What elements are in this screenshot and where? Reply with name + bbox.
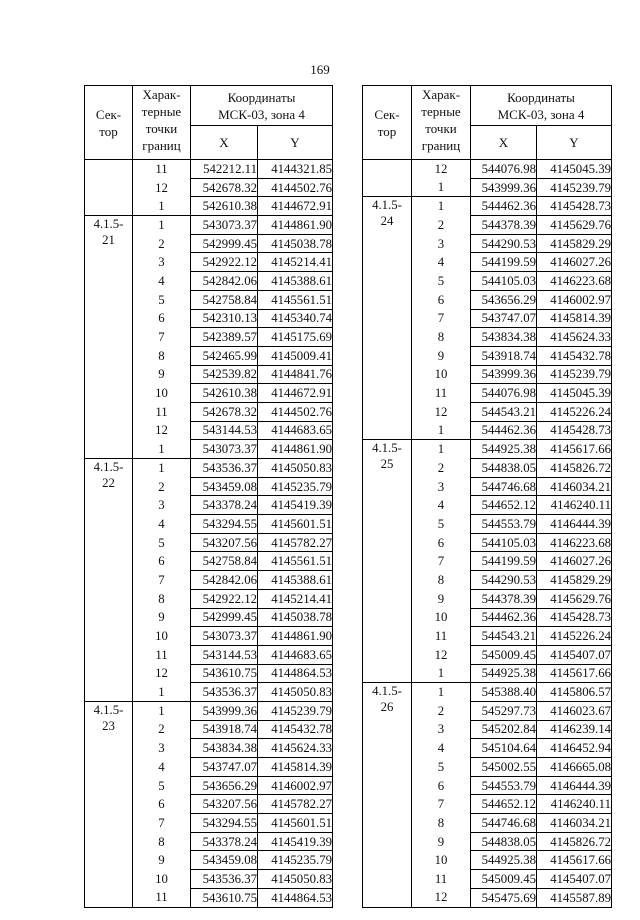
x-cell: 544652.12: [471, 496, 537, 515]
point-cell: 12: [412, 645, 471, 664]
point-cell: 5: [133, 290, 191, 309]
x-cell: 544199.59: [471, 253, 537, 272]
point-cell: 9: [133, 365, 191, 384]
y-cell: 4145050.83: [258, 683, 333, 702]
y-cell: 4146002.97: [537, 290, 612, 309]
y-cell: 4145388.61: [258, 272, 333, 291]
x-cell: 542922.12: [191, 253, 258, 272]
x-cell: 543747.07: [191, 758, 258, 777]
header-sector-label: Сек- тор: [374, 106, 400, 139]
y-cell: 4145432.78: [258, 720, 333, 739]
page-number: 169: [310, 62, 330, 77]
point-cell: 7: [133, 328, 191, 347]
y-cell: 4146223.68: [537, 533, 612, 552]
point-cell: 4: [412, 739, 471, 758]
header-x: X: [191, 126, 258, 160]
y-cell: 4146023.67: [537, 701, 612, 720]
point-cell: 2: [412, 216, 471, 235]
table-body-right: [363, 160, 612, 908]
y-cell: 4144672.91: [258, 197, 333, 216]
point-cell: 6: [412, 533, 471, 552]
y-cell: 4145601.51: [258, 814, 333, 833]
point-cell: 2: [133, 477, 191, 496]
y-cell: 4146665.08: [537, 758, 612, 777]
x-cell: 543073.37: [191, 440, 258, 459]
header-coordinates-label: Координаты МСК-03, зона 4: [218, 89, 305, 122]
point-cell: 9: [133, 608, 191, 627]
point-cell: 7: [133, 814, 191, 833]
point-cell: 1: [412, 664, 471, 683]
y-cell: 4146452.94: [537, 739, 612, 758]
x-cell: 543144.53: [191, 421, 258, 440]
point-cell: 10: [133, 870, 191, 889]
y-cell: 4145806.57: [537, 683, 612, 702]
point-cell: 1: [133, 701, 191, 720]
y-cell: 4144502.76: [258, 402, 333, 421]
point-cell: 5: [412, 272, 471, 291]
y-cell: 4145561.51: [258, 552, 333, 571]
header-points-label: Харак- терные точки границ: [421, 87, 461, 153]
point-cell: 6: [133, 309, 191, 328]
y-cell: 4145814.39: [258, 758, 333, 777]
point-cell: 5: [412, 758, 471, 777]
x-cell: 543294.55: [191, 515, 258, 534]
point-cell: 11: [133, 402, 191, 421]
header-x: X: [471, 126, 537, 160]
y-cell: 4145235.79: [258, 477, 333, 496]
table-row: [85, 701, 333, 720]
point-cell: 10: [412, 851, 471, 870]
y-cell: 4145388.61: [258, 571, 333, 590]
y-cell: 4145038.78: [258, 234, 333, 253]
x-cell: 542758.84: [191, 290, 258, 309]
y-cell: 4145617.66: [537, 851, 612, 870]
x-cell: 542610.38: [191, 197, 258, 216]
x-cell: 545475.69: [471, 888, 537, 907]
y-cell: 4145239.79: [537, 365, 612, 384]
point-cell: 5: [412, 515, 471, 534]
y-cell: 4144321.85: [258, 160, 333, 179]
point-cell: 11: [133, 160, 191, 179]
point-cell: 7: [412, 309, 471, 328]
header-y: Y: [537, 126, 612, 160]
point-cell: 3: [133, 496, 191, 515]
y-cell: 4145561.51: [258, 290, 333, 309]
point-cell: 1: [133, 459, 191, 478]
x-cell: 544378.39: [471, 216, 537, 235]
x-cell: 542758.84: [191, 552, 258, 571]
x-cell: 544543.21: [471, 627, 537, 646]
y-cell: 4145340.74: [258, 309, 333, 328]
point-cell: 12: [133, 421, 191, 440]
point-cell: 10: [412, 365, 471, 384]
y-cell: 4145009.41: [258, 346, 333, 365]
point-cell: 8: [412, 328, 471, 347]
y-cell: 4145419.39: [258, 496, 333, 515]
point-cell: 1: [412, 197, 471, 216]
point-cell: 2: [412, 459, 471, 478]
y-cell: 4145239.79: [537, 178, 612, 197]
x-cell: 543918.74: [191, 720, 258, 739]
header-points-label: Харак- терные точки границ: [141, 87, 182, 153]
y-cell: 4146240.11: [537, 795, 612, 814]
coordinates-table-right: [362, 85, 612, 908]
x-cell: 544652.12: [471, 795, 537, 814]
y-cell: 4145045.39: [537, 160, 612, 179]
x-cell: 544076.98: [471, 160, 537, 179]
point-cell: 6: [412, 776, 471, 795]
header-coordinates-label: Координаты МСК-03, зона 4: [497, 89, 585, 122]
table-row: [85, 216, 333, 235]
x-cell: 542999.45: [191, 234, 258, 253]
header-sector: [363, 86, 412, 160]
x-cell: 543747.07: [471, 309, 537, 328]
y-cell: 4144672.91: [258, 384, 333, 403]
point-cell: 9: [412, 832, 471, 851]
point-cell: 3: [412, 234, 471, 253]
y-cell: 4145601.51: [258, 515, 333, 534]
x-cell: 542842.06: [191, 272, 258, 291]
x-cell: 543999.36: [191, 701, 258, 720]
y-cell: 4146239.14: [537, 720, 612, 739]
header-sector: [85, 86, 133, 160]
y-cell: 4144683.65: [258, 645, 333, 664]
point-cell: 2: [133, 720, 191, 739]
point-cell: 4: [133, 758, 191, 777]
header-coordinates: [471, 86, 612, 126]
x-cell: 543656.29: [191, 776, 258, 795]
x-cell: 544553.79: [471, 776, 537, 795]
x-cell: 543999.36: [471, 178, 537, 197]
x-cell: 543536.37: [191, 459, 258, 478]
point-cell: 3: [133, 253, 191, 272]
x-cell: 542678.32: [191, 402, 258, 421]
x-cell: 544553.79: [471, 515, 537, 534]
y-cell: 4144861.90: [258, 440, 333, 459]
x-cell: 543207.56: [191, 795, 258, 814]
y-cell: 4145226.24: [537, 402, 612, 421]
table-row: [363, 160, 612, 179]
y-cell: 4145624.33: [537, 328, 612, 347]
sector-cell: 4.1.5- 24: [363, 197, 412, 440]
y-cell: 4144683.65: [258, 421, 333, 440]
y-cell: 4145829.29: [537, 571, 612, 590]
x-cell: 543073.37: [191, 627, 258, 646]
x-cell: 542678.32: [191, 178, 258, 197]
point-cell: 1: [133, 440, 191, 459]
point-cell: 3: [133, 739, 191, 758]
x-cell: 544462.36: [471, 608, 537, 627]
point-cell: 4: [133, 515, 191, 534]
point-cell: 9: [412, 346, 471, 365]
y-cell: 4145407.07: [537, 870, 612, 889]
point-cell: 8: [412, 814, 471, 833]
y-cell: 4145629.76: [537, 589, 612, 608]
y-cell: 4144861.90: [258, 216, 333, 235]
sector-cell: 4.1.5- 26: [363, 683, 412, 907]
point-cell: 6: [133, 795, 191, 814]
x-cell: 544838.05: [471, 459, 537, 478]
x-cell: 542465.99: [191, 346, 258, 365]
x-cell: 543834.38: [471, 328, 537, 347]
x-cell: 543610.75: [191, 664, 258, 683]
x-cell: 543073.37: [191, 216, 258, 235]
point-cell: 8: [412, 571, 471, 590]
sector-cell: 4.1.5- 25: [363, 440, 412, 683]
point-cell: 2: [133, 234, 191, 253]
sector-cell: 4.1.5- 23: [85, 701, 133, 907]
x-cell: 544543.21: [471, 402, 537, 421]
x-cell: 542389.57: [191, 328, 258, 347]
point-cell: 9: [412, 589, 471, 608]
table-row: [363, 440, 612, 459]
x-cell: 544076.98: [471, 384, 537, 403]
y-cell: 4145826.72: [537, 832, 612, 851]
point-cell: 1: [412, 421, 471, 440]
point-cell: 12: [133, 178, 191, 197]
point-cell: 11: [412, 627, 471, 646]
point-cell: 1: [133, 197, 191, 216]
sector-cell: [363, 160, 412, 197]
x-cell: 543378.24: [191, 496, 258, 515]
x-cell: 544462.36: [471, 421, 537, 440]
point-cell: 4: [133, 272, 191, 291]
point-cell: 1: [133, 216, 191, 235]
point-cell: 3: [412, 720, 471, 739]
y-cell: 4145624.33: [258, 739, 333, 758]
y-cell: 4145214.41: [258, 253, 333, 272]
y-cell: 4145829.29: [537, 234, 612, 253]
y-cell: 4145617.66: [537, 440, 612, 459]
table-body-left: [85, 160, 333, 908]
x-cell: 545388.40: [471, 683, 537, 702]
x-cell: 544105.03: [471, 272, 537, 291]
x-cell: 544925.38: [471, 664, 537, 683]
point-cell: 4: [412, 496, 471, 515]
x-cell: 543999.36: [471, 365, 537, 384]
point-cell: 10: [133, 627, 191, 646]
x-cell: 545202.84: [471, 720, 537, 739]
point-cell: 2: [412, 701, 471, 720]
x-cell: 542539.82: [191, 365, 258, 384]
point-cell: 4: [412, 253, 471, 272]
x-cell: 544746.68: [471, 477, 537, 496]
x-cell: 544290.53: [471, 571, 537, 590]
y-cell: 4145045.39: [537, 384, 612, 403]
x-cell: 544378.39: [471, 589, 537, 608]
x-cell: 542842.06: [191, 571, 258, 590]
y-cell: 4145407.07: [537, 645, 612, 664]
x-cell: 543536.37: [191, 870, 258, 889]
x-cell: 542212.11: [191, 160, 258, 179]
point-cell: 11: [133, 645, 191, 664]
point-cell: 7: [412, 552, 471, 571]
point-cell: 3: [412, 477, 471, 496]
header-points: [412, 86, 471, 160]
x-cell: 544838.05: [471, 832, 537, 851]
y-cell: 4145214.41: [258, 589, 333, 608]
point-cell: 12: [412, 402, 471, 421]
y-cell: 4146444.39: [537, 776, 612, 795]
y-cell: 4144864.53: [258, 664, 333, 683]
point-cell: 11: [412, 384, 471, 403]
sector-cell: 4.1.5- 22: [85, 459, 133, 702]
point-cell: 8: [133, 346, 191, 365]
point-cell: 1: [412, 440, 471, 459]
point-cell: 12: [133, 664, 191, 683]
coordinates-table-left: [84, 85, 333, 908]
y-cell: 4145239.79: [258, 701, 333, 720]
y-cell: 4146027.26: [537, 552, 612, 571]
x-cell: 543610.75: [191, 888, 258, 907]
header-y: Y: [258, 126, 333, 160]
point-cell: 12: [412, 888, 471, 907]
y-cell: 4145826.72: [537, 459, 612, 478]
point-cell: 1: [133, 683, 191, 702]
x-cell: 544290.53: [471, 234, 537, 253]
y-cell: 4144841.76: [258, 365, 333, 384]
y-cell: 4144502.76: [258, 178, 333, 197]
table-row: [363, 683, 612, 702]
y-cell: 4145629.76: [537, 216, 612, 235]
y-cell: 4145428.73: [537, 421, 612, 440]
x-cell: 542610.38: [191, 384, 258, 403]
point-cell: 9: [133, 851, 191, 870]
sector-cell: 4.1.5- 21: [85, 216, 133, 459]
x-cell: 542999.45: [191, 608, 258, 627]
x-cell: 544105.03: [471, 533, 537, 552]
x-cell: 542310.13: [191, 309, 258, 328]
point-cell: 11: [412, 870, 471, 889]
x-cell: 545104.64: [471, 739, 537, 758]
point-cell: 8: [133, 832, 191, 851]
y-cell: 4145782.27: [258, 795, 333, 814]
header-coordinates: [191, 86, 333, 126]
x-cell: 543378.24: [191, 832, 258, 851]
point-cell: 1: [412, 683, 471, 702]
point-cell: 1: [412, 178, 471, 197]
y-cell: 4146223.68: [537, 272, 612, 291]
point-cell: 11: [133, 888, 191, 907]
x-cell: 543294.55: [191, 814, 258, 833]
x-cell: 543918.74: [471, 346, 537, 365]
x-cell: 543459.08: [191, 851, 258, 870]
x-cell: 543834.38: [191, 739, 258, 758]
header-sector-label: Сек- тор: [95, 106, 122, 139]
y-cell: 4145428.73: [537, 608, 612, 627]
y-cell: 4145235.79: [258, 851, 333, 870]
sector-cell: [85, 160, 133, 216]
x-cell: 544199.59: [471, 552, 537, 571]
y-cell: 4146444.39: [537, 515, 612, 534]
point-cell: 12: [412, 160, 471, 179]
y-cell: 4146034.21: [537, 477, 612, 496]
x-cell: 545002.55: [471, 758, 537, 777]
y-cell: 4145419.39: [258, 832, 333, 851]
y-cell: 4146002.97: [258, 776, 333, 795]
y-cell: 4144864.53: [258, 888, 333, 907]
y-cell: 4145175.69: [258, 328, 333, 347]
header-points: [133, 86, 191, 160]
point-cell: 5: [133, 533, 191, 552]
x-cell: 543459.08: [191, 477, 258, 496]
point-cell: 6: [412, 290, 471, 309]
y-cell: 4145617.66: [537, 664, 612, 683]
point-cell: 5: [133, 776, 191, 795]
point-cell: 6: [133, 552, 191, 571]
x-cell: 543207.56: [191, 533, 258, 552]
y-cell: 4145038.78: [258, 608, 333, 627]
table-row: [363, 197, 612, 216]
y-cell: 4145782.27: [258, 533, 333, 552]
x-cell: 544925.38: [471, 851, 537, 870]
point-cell: 8: [133, 589, 191, 608]
y-cell: 4145814.39: [537, 309, 612, 328]
table-row: [85, 160, 333, 179]
x-cell: 543656.29: [471, 290, 537, 309]
y-cell: 4144861.90: [258, 627, 333, 646]
x-cell: 545009.45: [471, 870, 537, 889]
x-cell: 544925.38: [471, 440, 537, 459]
point-cell: 7: [133, 571, 191, 590]
x-cell: 544746.68: [471, 814, 537, 833]
table-row: [85, 459, 333, 478]
y-cell: 4145050.83: [258, 870, 333, 889]
point-cell: 10: [133, 384, 191, 403]
point-cell: 10: [412, 608, 471, 627]
x-cell: 545297.73: [471, 701, 537, 720]
x-cell: 544462.36: [471, 197, 537, 216]
x-cell: 545009.45: [471, 645, 537, 664]
x-cell: 542922.12: [191, 589, 258, 608]
point-cell: 7: [412, 795, 471, 814]
y-cell: 4146027.26: [537, 253, 612, 272]
x-cell: 543144.53: [191, 645, 258, 664]
y-cell: 4146034.21: [537, 814, 612, 833]
y-cell: 4145226.24: [537, 627, 612, 646]
y-cell: 4146240.11: [537, 496, 612, 515]
y-cell: 4145432.78: [537, 346, 612, 365]
y-cell: 4145050.83: [258, 459, 333, 478]
y-cell: 4145587.89: [537, 888, 612, 907]
y-cell: 4145428.73: [537, 197, 612, 216]
x-cell: 543536.37: [191, 683, 258, 702]
